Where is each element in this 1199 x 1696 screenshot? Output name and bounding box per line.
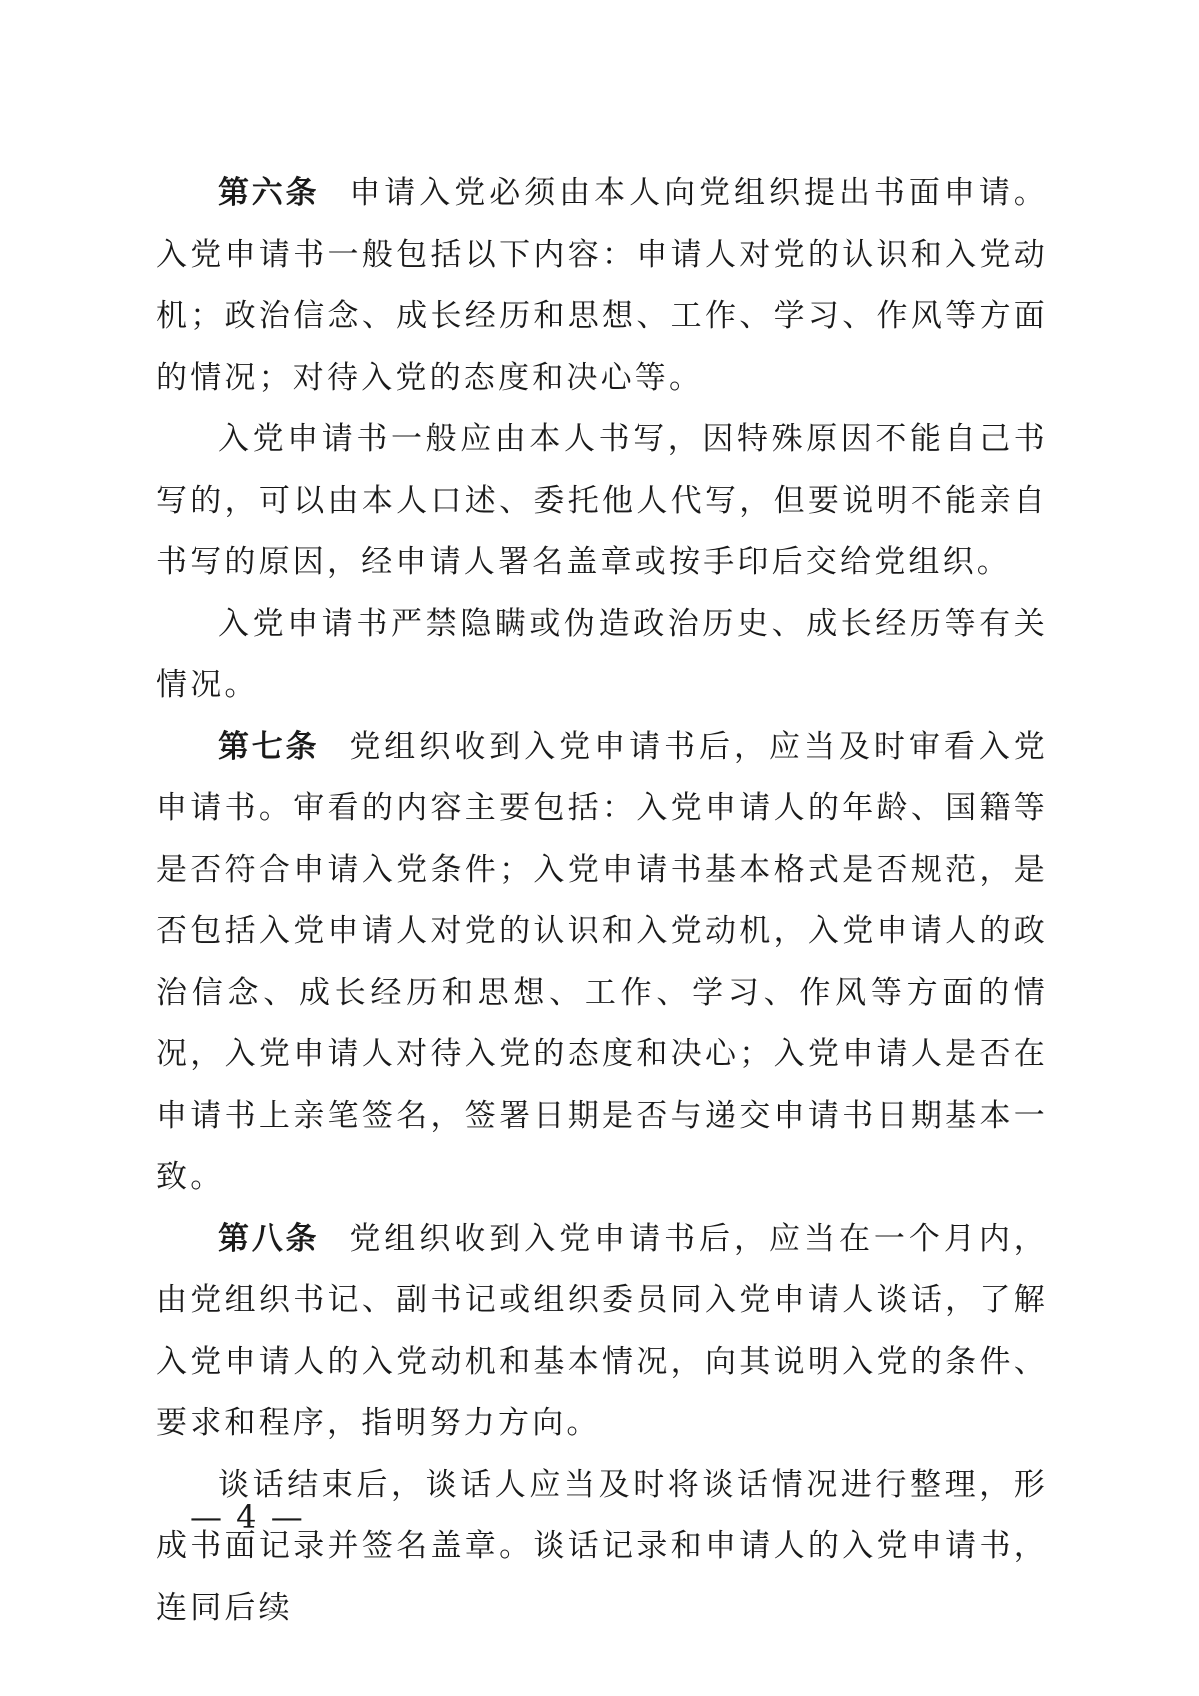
paragraph: [156, 1455, 1048, 1640]
paragraph-article-8: [156, 1209, 1048, 1455]
paragraph-text: 党组织收到入党申请书后，应当在一个月内，由党组织书记、副书记或组织委员同入党申请人谈话，了解入党申请人的入党动机和基本情况，向其说明入党的条件、要求和程序，指明努力方向。: [156, 1220, 1049, 1441]
paragraph: [156, 409, 1048, 594]
paragraph-text: 入党申请书严禁隐瞒或伪造政治历史、成长经历等有关情况。: [156, 605, 1048, 703]
paragraph-article-6: [156, 163, 1048, 409]
article-heading: 第八条: [218, 1220, 320, 1257]
article-heading: 第七条: [218, 728, 320, 765]
paragraph-text: 入党申请书一般应由本人书写，因特殊原因不能自己书写的，可以由本人口述、委托他人代写，但要说明不能亲自书写的原因，经申请人署名盖章或按手印后交给党组织。: [156, 421, 1048, 580]
page-number: — 4 —: [190, 1498, 305, 1536]
paragraph-text: 谈话结束后，谈话人应当及时将谈话情况进行整理，形成书面记录并签名盖章。谈话记录和申请人的入党申请书，连同后续: [156, 1466, 1048, 1626]
document-body: [156, 163, 1048, 1639]
paragraph-text: 申请入党必须由本人向党组织提出书面申请。入党申请书一般包括以下内容：申请人对党的认识和入党动机；政治信念、成长经历和思想、工作、学习、作风等方面的情况；对待入党的态度和决心等。: [156, 175, 1049, 396]
paragraph: [156, 594, 1048, 717]
paragraph-text: 党组织收到入党申请书后，应当及时审看入党申请书。审看的内容主要包括：入党申请人的年龄、国籍等是否符合申请入党条件；入党申请书基本格式是否规范，是否包括入党申请人对党的认识和入党动机，入党申请人的政治信念、成长经历和思想、工作、学习、作风等方面的情况，入党申请人对待入党的态度和决心；入党申请人是否在申请书上亲笔签名，签署日期是否与递交申请书日期基本一致。: [156, 728, 1049, 1195]
paragraph-article-7: [156, 717, 1048, 1209]
article-heading: 第六条: [218, 175, 320, 211]
